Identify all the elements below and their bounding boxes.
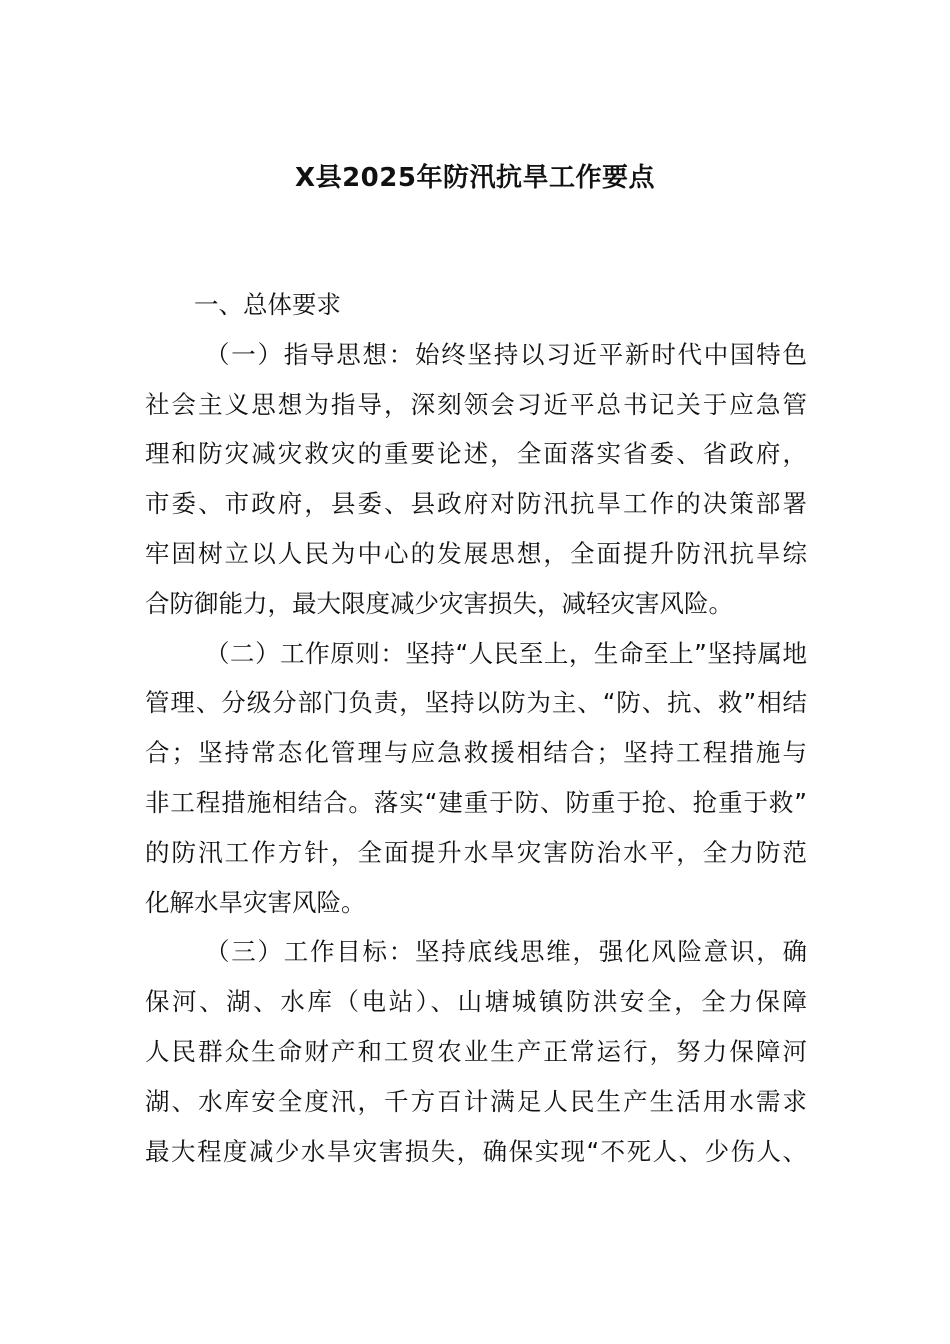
paragraph-line: （一）指导思想：始终坚持以习近平新时代中国特色 <box>205 339 807 369</box>
paragraph-line: 化解水旱灾害风险。 <box>145 887 366 917</box>
paragraph-line: 非工程措施相结合。落实“建重于防、防重于抢、抢重于救” <box>145 787 807 817</box>
paragraph-work-principles <box>145 629 807 928</box>
paragraph-line: 最大程度减少水旱灾害损失，确保实现“不死人、少伤人、 <box>145 1136 807 1166</box>
paragraph-line: 社会主义思想为指导，深刻领会习近平总书记关于应急管 <box>145 389 807 419</box>
paragraph-line: 湖、水库安全度汛，千方百计满足人民生产生活用水需求 <box>145 1086 807 1116</box>
paragraph-guiding-ideology <box>145 330 807 629</box>
document-title: X县2025年防汛抗旱工作要点 <box>295 163 655 193</box>
paragraph-work-goals <box>145 927 807 1176</box>
section-heading: 一、总体要求 <box>194 290 341 319</box>
paragraph-line: （三）工作目标：坚持底线思维，强化风险意识，确 <box>205 937 807 967</box>
paragraph-line: 合防御能力，最大限度减少灾害损失，减轻灾害风险。 <box>145 588 733 618</box>
paragraph-line: 牢固树立以人民为中心的发展思想，全面提升防汛抗旱综 <box>145 538 807 568</box>
paragraph-line: 市委、市政府，县委、县政府对防汛抗旱工作的决策部署 <box>145 489 807 519</box>
paragraph-line: 保河、湖、水库（电站）、山塘城镇防洪安全，全力保障 <box>145 987 807 1017</box>
paragraph-line: 理和防灾减灾救灾的重要论述，全面落实省委、省政府， <box>145 439 807 469</box>
paragraph-line: 的防汛工作方针，全面提升水旱灾害防治水平，全力防范 <box>145 837 807 867</box>
paragraph-line: 管理、分级分部门负责，坚持以防为主、“防、抗、救”相结 <box>145 688 807 718</box>
paragraph-line: 合；坚持常态化管理与应急救援相结合；坚持工程措施与 <box>145 738 807 768</box>
paragraph-line: 人民群众生命财产和工贸农业生产正常运行，努力保障河 <box>145 1036 807 1066</box>
paragraph-line: （二）工作原则：坚持“人民至上，生命至上”坚持属地 <box>205 638 807 668</box>
document-body <box>145 280 807 1176</box>
